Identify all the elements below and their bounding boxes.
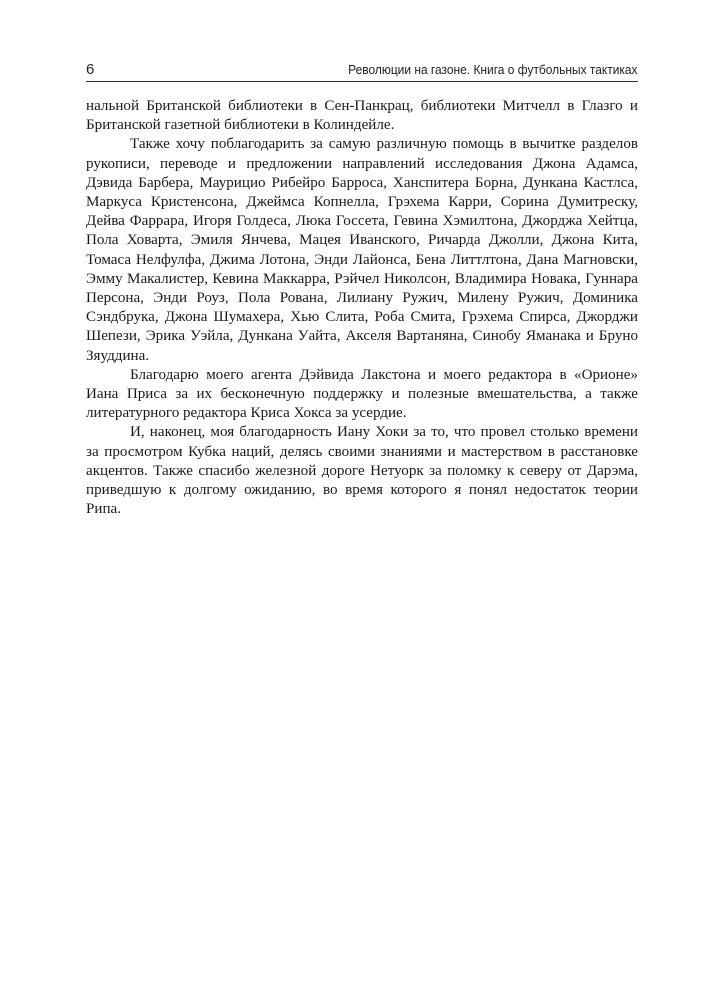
paragraph-continuation: нальной Британской библиотеки в Сен-Панкрац, библиотеки Митчелл в Глазго и Британской газетной библиотеки в Колиндейле.	[86, 98, 638, 134]
body-text	[86, 97, 638, 519]
running-title: Революции на газоне. Книга о футбольных тактиках	[348, 62, 638, 77]
paragraph-acknowledgements-final: И, наконец, моя благодарность Иану Хоки за то, что провел столько времени за просмотром Кубка наций, делясь своими знаниями и мастерством в расстановке акцентов. Также спасибо железной дороге Нетуорк за поломку к северу от Дарэма, приведшую к долгому ожиданию, во время которого я понял недостаток теории Рипа.	[86, 424, 638, 518]
paragraph-acknowledgements-agent: Благодарю моего агента Дэйвида Лакстона и моего редактора в «Орионе» Иана Приса за их бесконечную поддержку и полезные вмешательства, а также литературного редактора Криса Хокса за усердие.	[86, 366, 638, 422]
paragraph-acknowledgements-helpers: Также хочу поблагодарить за самую различную помощь в вычитке разделов рукописи, переводе и предложении направлений исследования Джона Адамса, Дэвида Барбера, Маурицио Рибейро Барроса, Ханспитера Борна, Дункана Кастлса, Маркуса Кристенсона, Джеймса Копнелла, Грэхема Карри, Сорина Думитреску, Дейва Фаррара, Игоря Голдеса, Люка Госсета, Гевина Хэмилтона, Джорджа Хейтца, Пола Ховарта, Эмиля Янчева, Мацея Иванского, Ричарда Джолли, Джона Кита, Томаса Нелфулфа, Джима Лотона, Энди Лайонса, Бена Литтлтона, Дана Магновски, Эмму Макалистер, Кевина Маккарра, Рэйчел Николсон, Владимира Новака, Гуннара Персона, Энди Роуз, Пола Рована, Лилиану Ружич, Милену Ружич, Доминика Сэндбрука, Джона Шумахера, Хью Слита, Роба Смита, Грэхема Спирса, Джорджи Шепези, Эрика Уэйла, Дункана Уайта, Акселя Вартаняна, Синобу Яманака и Бруно Зяуддина.	[86, 136, 638, 364]
page-header	[86, 58, 638, 80]
header-divider	[86, 81, 638, 82]
page-number: 6	[86, 61, 95, 78]
